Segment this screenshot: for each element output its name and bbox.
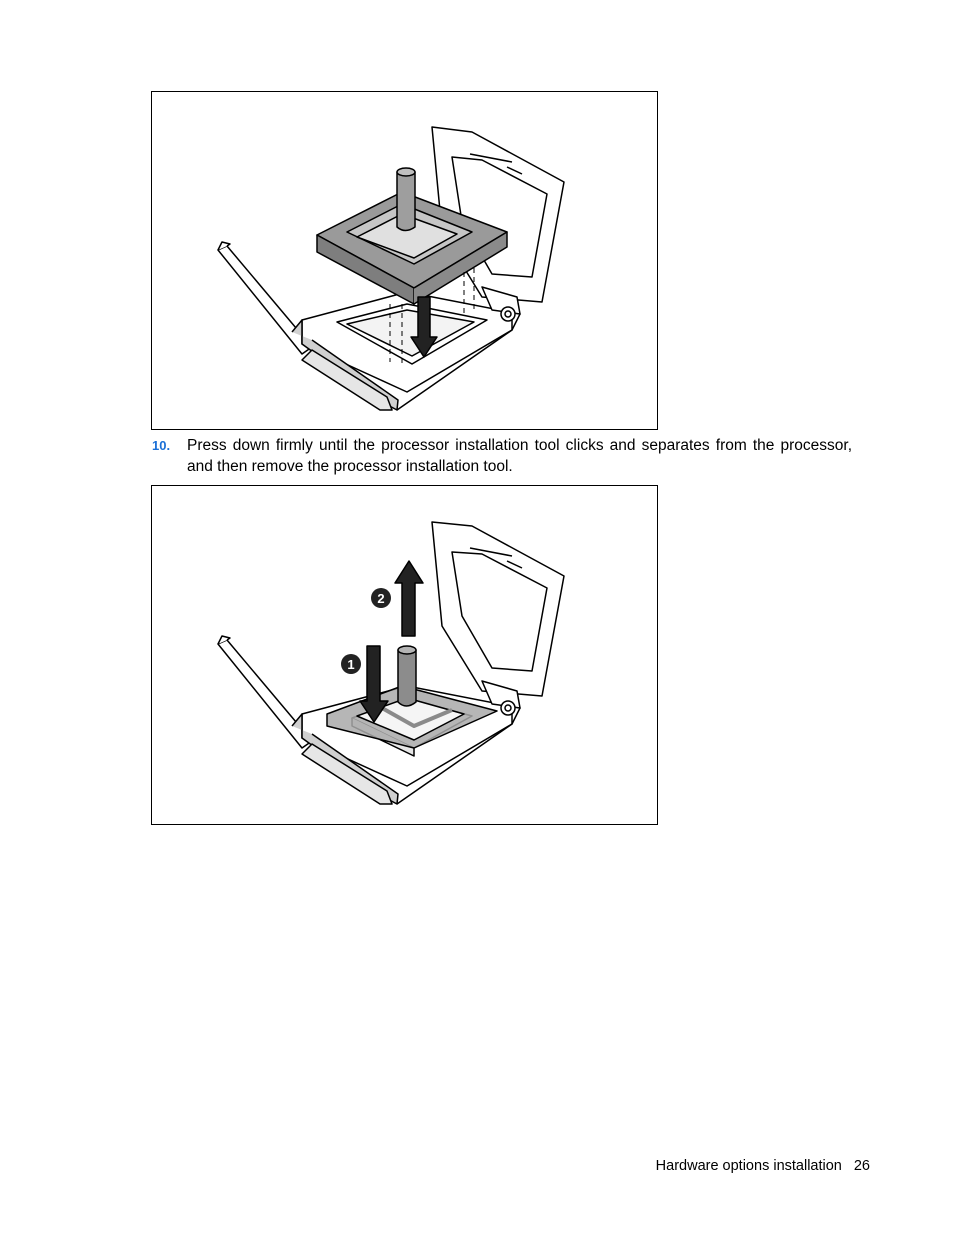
page-number: 26 xyxy=(853,1158,870,1174)
illustration-processor-socket-tool-down xyxy=(152,92,659,431)
illustration-processor-socket-tool-remove xyxy=(152,486,659,826)
callout-2 xyxy=(371,588,391,608)
footer-section-title: Hardware options installation xyxy=(655,1158,842,1174)
svg-text:1: 1 xyxy=(347,657,355,672)
callout-1 xyxy=(341,654,361,674)
svg-text:2: 2 xyxy=(377,591,385,606)
step-number: 10. xyxy=(152,438,171,453)
page-footer xyxy=(656,1158,870,1174)
step-text: Press down firmly until the processor installation tool clicks and separates from the processor, and then remove the processor installation tool. xyxy=(187,437,852,475)
figure-tool-lowering xyxy=(151,91,658,430)
figure-tool-removal xyxy=(151,485,658,825)
